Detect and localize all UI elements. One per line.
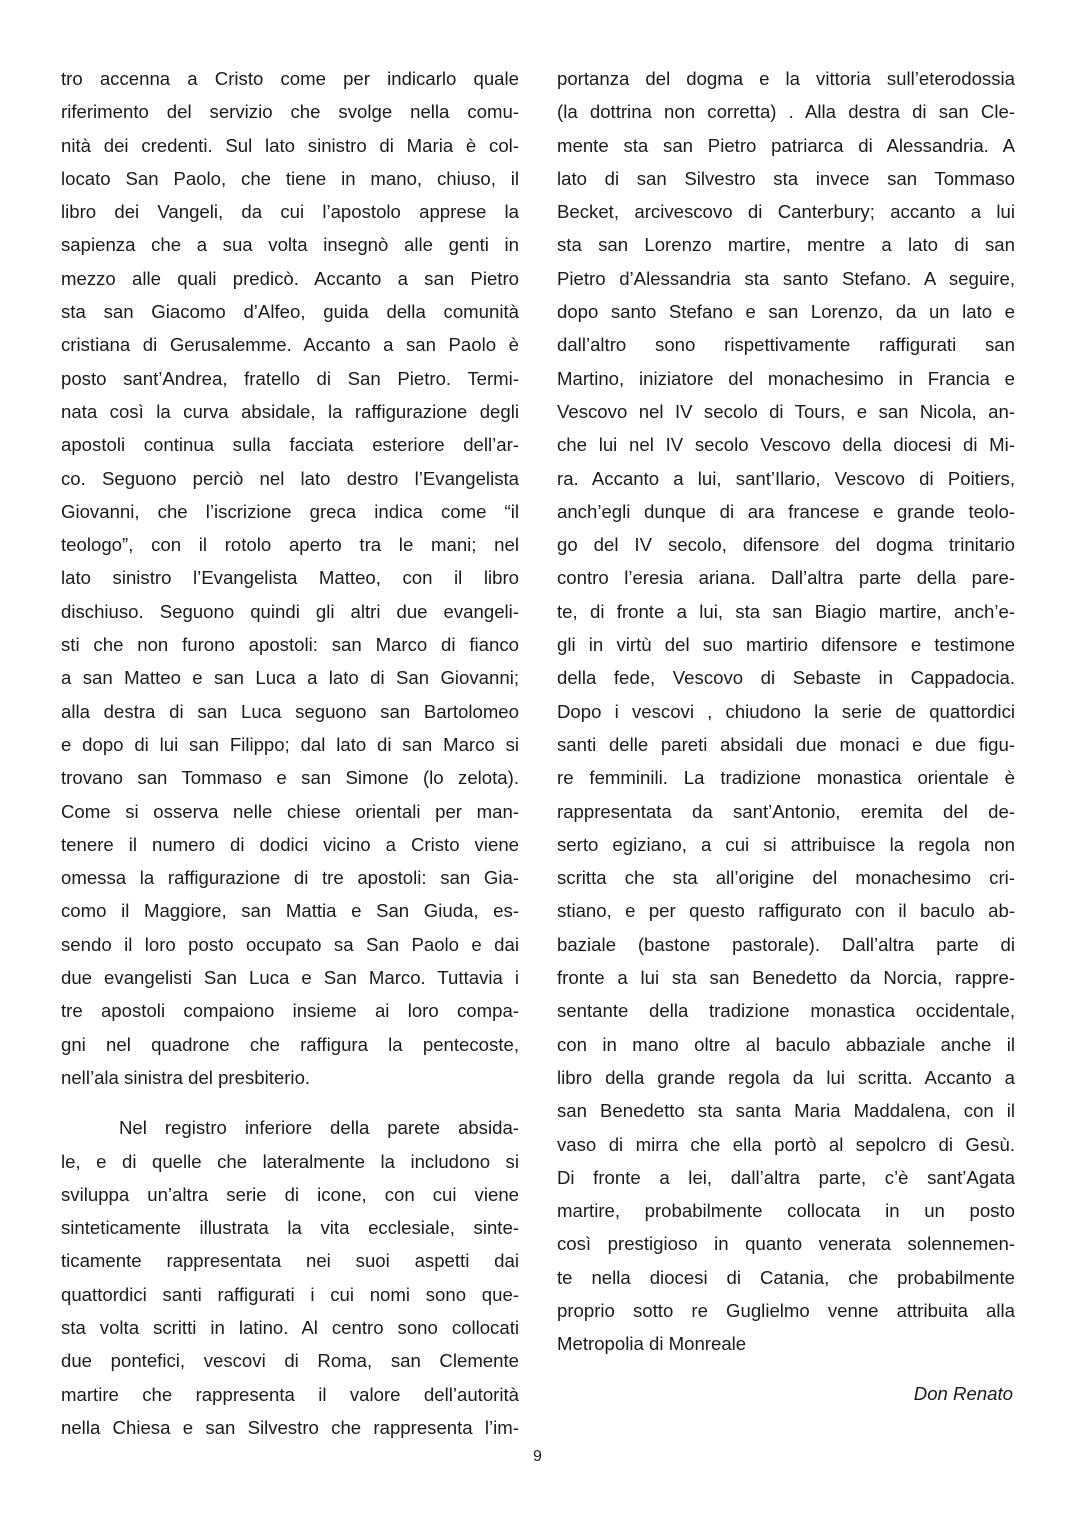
text-line: a san Matteo e san Luca a lato di San Giovanni; [61,667,519,689]
paragraph-gap [61,1094,519,1111]
text-line: te, di fronte a lui, sta san Biagio martire, anch’e- [557,600,1015,622]
text-line: che lui nel IV secolo Vescovo della diocesi di Mi- [557,434,1015,456]
author-signature: Don Renato [913,1383,1013,1404]
text-line: martire che rappresenta il valore dell’autorità [61,1383,519,1405]
text-line: quattordici santi raffigurati i cui nomi sono que- [61,1283,519,1305]
text-line: due evangelisti San Luca e San Marco. Tuttavia i [61,967,519,989]
text-line: tre apostoli compaiono insieme ai loro compa- [61,1000,519,1022]
text-line: ticamente rappresentata nei suoi aspetti dai [61,1250,519,1272]
text-line: così prestigioso in quanto venerata solennemen- [557,1233,1015,1255]
text-line: dopo santo Stefano e san Lorenzo, da un lato e [557,301,1015,323]
text-line: nità dei credenti. Sul lato sinistro di Maria è col- [61,134,519,156]
text-line: dall’altro sono rispettivamente raffigurati san [557,334,1015,356]
text-line: lato di san Silvestro sta invece san Tommaso [557,167,1015,189]
text-line: tenere il numero di dodici vicino a Cristo viene [61,833,519,855]
text-line: Giovanni, che l’iscrizione greca indica come “il [61,500,519,522]
text-line: ra. Accanto a lui, sant’Ilario, Vescovo di Poitiers, [557,467,1015,489]
text-line: e dopo di lui san Filippo; dal lato di san Marco si [61,733,519,755]
text-line: nella Chiesa e san Silvestro che rappresenta l’im- [61,1416,519,1438]
left-text-column [61,62,519,1444]
text-line: mente sta san Pietro patriarca di Alessandria. A [557,134,1015,156]
text-line: dischiuso. Seguono quindi gli altri due evangeli- [61,600,519,622]
text-line: tro accenna a Cristo come per indicarlo quale [61,68,519,89]
text-line: sti che non furono apostoli: san Marco di fianco [61,634,519,656]
text-line: della fede, Vescovo di Sebaste in Cappadocia. [557,667,1015,689]
text-line: sta san Giacomo d’Alfeo, guida della comunità [61,301,519,323]
text-line: alla destra di san Luca seguono san Bartolomeo [61,700,519,722]
text-line: sinteticamente illustrata la vita ecclesiale, sinte- [61,1217,519,1239]
text-line: omessa la raffigurazione di tre apostoli: san Gia- [61,867,519,889]
text-line: Martino, iniziatore del monachesimo in Francia e [557,367,1015,389]
text-line: serto egiziano, a cui si attribuisce la regola non [557,833,1015,855]
text-line: libro dei Vangeli, da cui l’apostolo apprese la [61,201,519,223]
text-line: martire, probabilmente collocata in un posto [557,1200,1015,1222]
text-line: co. Seguono perciò nel lato destro l’Evangelista [61,467,519,489]
text-line: lato sinistro l’Evangelista Matteo, con il libro [61,567,519,589]
text-line: Di fronte a lei, dall’altra parte, c’è sant’Agata [557,1166,1015,1188]
text-line: Vescovo nel IV secolo di Tours, e san Nicola, an- [557,400,1015,422]
text-line: nell’ala sinistra del presbiterio. [61,1066,311,1088]
page-number: 9 [533,1448,542,1465]
text-line: sapienza che a sua volta insegnò alle genti in [61,234,519,256]
text-line: sta san Lorenzo martire, mentre a lato di san [557,234,1015,256]
text-line: Come si osserva nelle chiese orientali per man- [61,800,519,822]
text-line: baziale (bastone pastorale). Dall’altra parte di [557,933,1015,955]
text-line: Pietro d’Alessandria sta santo Stefano. A seguire, [557,267,1015,289]
text-line: nata così la curva absidale, la raffigurazione degli [61,400,519,422]
text-line: proprio sotto re Guglielmo venne attribuita alla [557,1299,1015,1321]
text-line: como il Maggiore, san Mattia e San Giuda, es- [61,900,519,922]
text-line: gli in virtù del suo martirio difensore e testimone [557,634,1015,656]
text-line: teologo”, con il rotolo aperto tra le mani; nel [61,534,519,556]
text-line: trovano san Tommaso e san Simone (lo zelota). [61,767,519,789]
text-line: te nella diocesi di Catania, che probabilmente [557,1266,1015,1288]
text-line: due pontefici, vescovi di Roma, san Clemente [61,1350,519,1372]
text-line: Metropolia di Monreale [557,1333,747,1355]
text-line: santi delle pareti absidali due monaci e due figu- [557,733,1015,755]
text-line: re femminili. La tradizione monastica orientale è [557,767,1015,789]
text-line: Dopo i vescovi , chiudono la serie de quattordici [557,700,1015,722]
text-line: locato San Paolo, che tiene in mano, chiuso, il [61,167,519,189]
text-line: apostoli continua sulla facciata esteriore dell’ar- [61,434,519,456]
text-line: go del IV secolo, difensore del dogma trinitario [557,534,1015,556]
right-text-column [557,62,1015,1361]
text-line: le, e di quelle che lateralmente la includono si [61,1150,519,1172]
text-line: vaso di mirra che ella portò al sepolcro di Gesù. [557,1133,1015,1155]
text-line: scritta che sta all’origine del monachesimo cri- [557,867,1015,889]
text-line: riferimento del servizio che svolge nella comu- [61,101,519,123]
text-line: con in mano oltre al baculo abbaziale anche il [557,1033,1015,1055]
text-line: sta volta scritti in latino. Al centro sono collocati [61,1316,519,1338]
text-line: portanza del dogma e la vittoria sull’eterodossia [557,68,1015,89]
text-line: posto sant’Andrea, fratello di San Pietro. Termi- [61,367,519,389]
text-line: fronte a lui sta san Benedetto da Norcia, rappre- [557,967,1015,989]
text-line: sviluppa un’altra serie di icone, con cui viene [61,1183,519,1205]
text-line: mezzo alle quali predicò. Accanto a san Pietro [61,267,519,289]
text-line: stiano, e per questo raffigurato con il baculo ab- [557,900,1015,922]
text-line: sentante della tradizione monastica occidentale, [557,1000,1015,1022]
text-line: Becket, arcivescovo di Canterbury; accanto a lui [557,201,1015,223]
text-line: rappresentata da sant’Antonio, eremita del de- [557,800,1015,822]
text-line: libro della grande regola da lui scritta. Accanto a [557,1066,1015,1088]
text-line: san Benedetto sta santa Maria Maddalena, con il [557,1100,1015,1122]
text-line: Nel registro inferiore della parete absida- [119,1117,519,1139]
text-line: contro l’eresia ariana. Dall’altra parte della pare- [557,567,1015,589]
text-line: gni nel quadrone che raffigura la pentecoste, [61,1033,519,1055]
text-line: sendo il loro posto occupato sa San Paolo e dai [61,933,519,955]
text-line: anch’egli dunque di ara francese e grande teolo- [557,500,1015,522]
text-line: (la dottrina non corretta) . Alla destra di san Cle- [557,101,1015,123]
text-line: cristiana di Gerusalemme. Accanto a san Paolo è [61,334,519,356]
